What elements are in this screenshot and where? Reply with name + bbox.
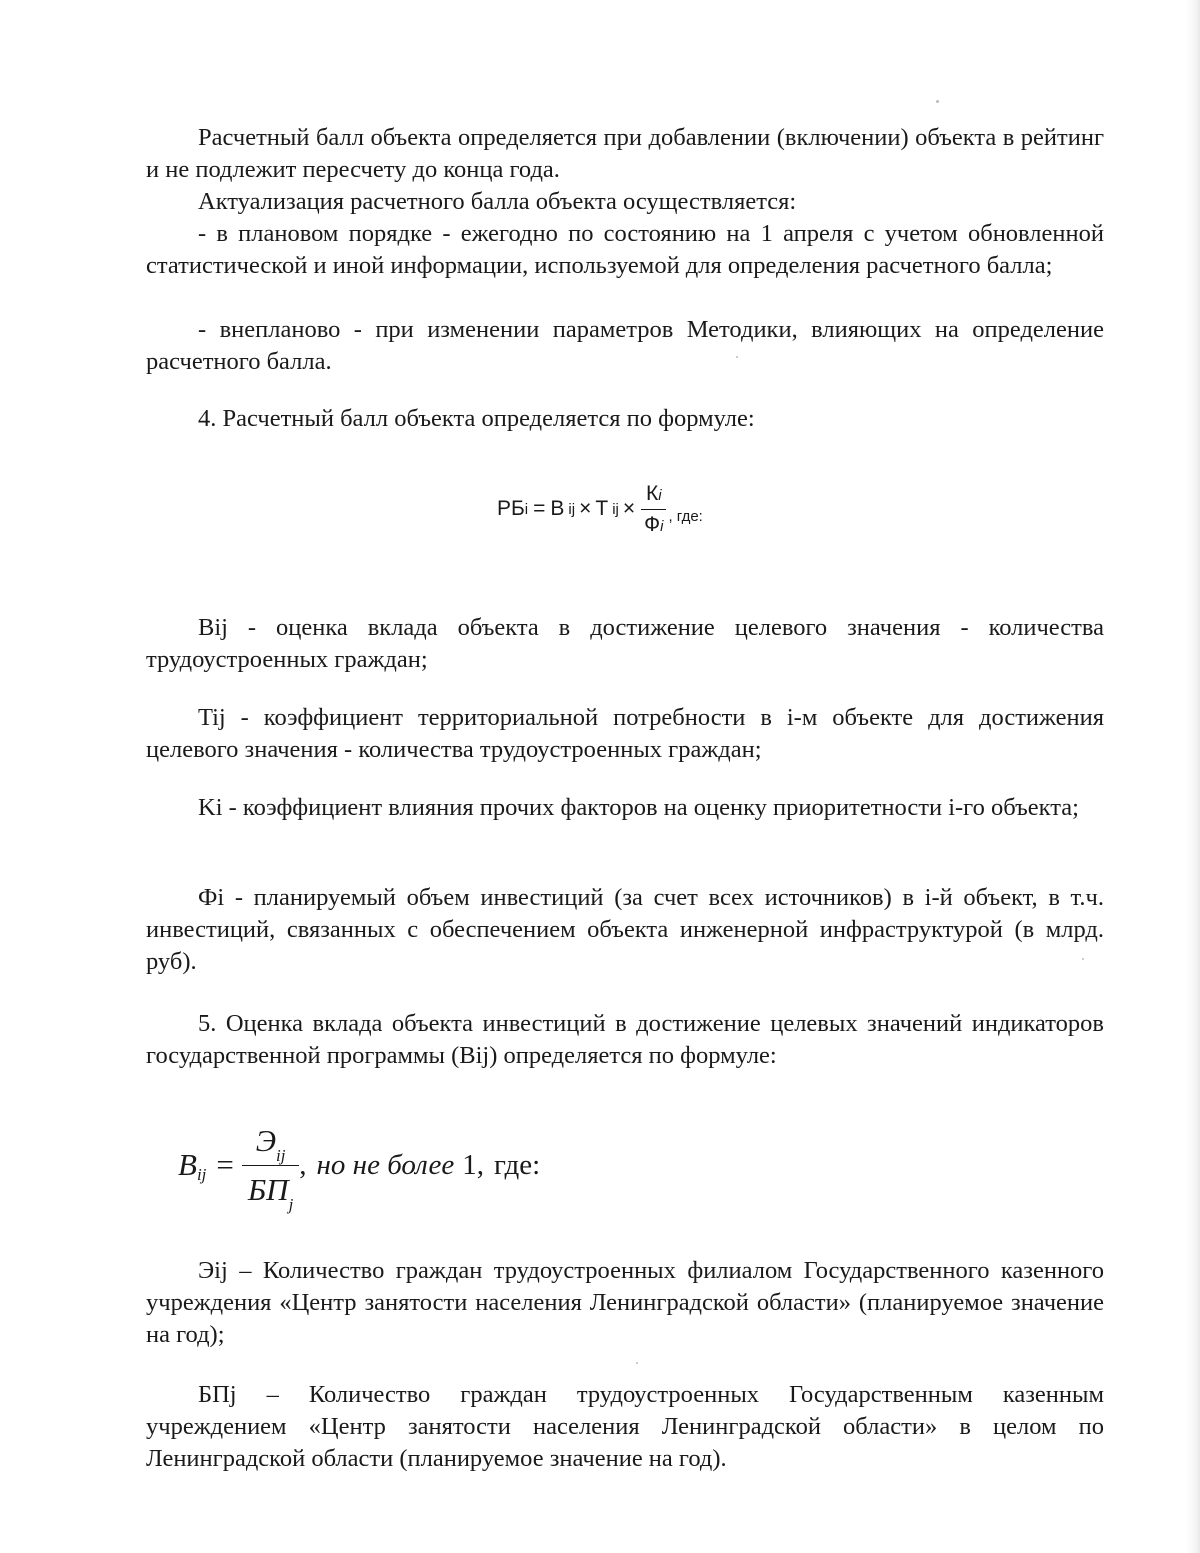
- formula-lhs: B: [178, 1147, 197, 1182]
- formula-t: T: [595, 497, 609, 520]
- scan-speck: [936, 100, 939, 103]
- formula-fraction: [242, 1122, 299, 1214]
- paragraph-update-intro: Актуализация расчетного балла объекта осуществляется:: [198, 188, 797, 215]
- formula-equals: =: [533, 497, 546, 520]
- paragraph-planned-update: - в плановом порядке - ежегодно по состоянию на 1 апреля с учетом обновленной статистической и иной информации, используемой для определения расчетного балла;: [146, 220, 1104, 279]
- paragraph-unplanned-update: - внепланово - при изменении параметров Методики, влияющих на определение расчетного балла.: [146, 316, 1104, 375]
- formula-lhs: РБ: [497, 497, 525, 520]
- formula-where: , где:: [668, 507, 703, 525]
- definition-bpj: БПj – Количество граждан трудоустроенных Государственным казенным учреждением «Центр занятости населения Ленинградской области» в целом по Ленинградской области (планируемое значение на год).: [146, 1381, 1104, 1472]
- definition-fi: Фi - планируемый объем инвестиций (за счет всех источников) в i-й объект, в т.ч. инвестиций, связанных с обеспечением объекта инженерной инфраструктурой (в млрд. руб).: [146, 884, 1104, 975]
- formula-lhs-subscript: ij: [196, 1165, 207, 1184]
- formula-times: ×: [622, 497, 636, 520]
- paragraph-contribution-formula-intro: 5. Оценка вклада объекта инвестиций в достижение целевых значений индикаторов государственной программы (Bij) определяется по формуле:: [146, 1010, 1104, 1069]
- definition-tij: Tij - коэффициент территориальной потребности в i-м объекте для достижения целевого значения - количества трудоустроенных граждан;: [146, 704, 1104, 763]
- formula-condition: но не более: [316, 1148, 455, 1181]
- formula-fraction: [641, 482, 666, 537]
- formula-b: B: [550, 497, 565, 520]
- formula-where: где:: [494, 1148, 541, 1181]
- formula-equals: =: [216, 1147, 234, 1182]
- definition-bij: Bij - оценка вклада объекта в достижение целевого значения - количества трудоустроенных граждан;: [146, 614, 1104, 673]
- formula-times: ×: [579, 497, 592, 520]
- fraction-numerator: Кi: [645, 481, 662, 505]
- definition-eij: Эij – Количество граждан трудоустроенных филиалом Государственного казенного учреждения «Центр занятости населения Ленинградской области» (планируемое значение на год);: [146, 1257, 1104, 1348]
- fraction-denominator: БПj: [242, 1165, 299, 1208]
- formula-contribution: [178, 1110, 540, 1220]
- formula-comma: ,: [299, 1148, 307, 1181]
- formula-lhs-subscript: i: [524, 500, 529, 518]
- fraction-numerator: Эij: [255, 1122, 286, 1165]
- formula-rating-score: [497, 464, 703, 554]
- formula-b-subscript: ij: [568, 500, 576, 518]
- scan-edge-shadow: [1186, 0, 1200, 1553]
- paragraph-formula-intro: 4. Расчетный балл объекта определяется по формуле:: [198, 405, 755, 432]
- scan-speck: [636, 1362, 638, 1364]
- paragraph-score-fixed: Расчетный балл объекта определяется при добавлении (включении) объекта в рейтинг и не подлежит пересчету до конца года.: [146, 124, 1104, 183]
- formula-t-subscript: ij: [612, 500, 619, 518]
- fraction-denominator: Фi: [641, 509, 666, 537]
- definition-ki: Ki - коэффициент влияния прочих факторов на оценку приоритетности i-го объекта;: [198, 794, 1079, 821]
- formula-limit: 1,: [462, 1148, 485, 1181]
